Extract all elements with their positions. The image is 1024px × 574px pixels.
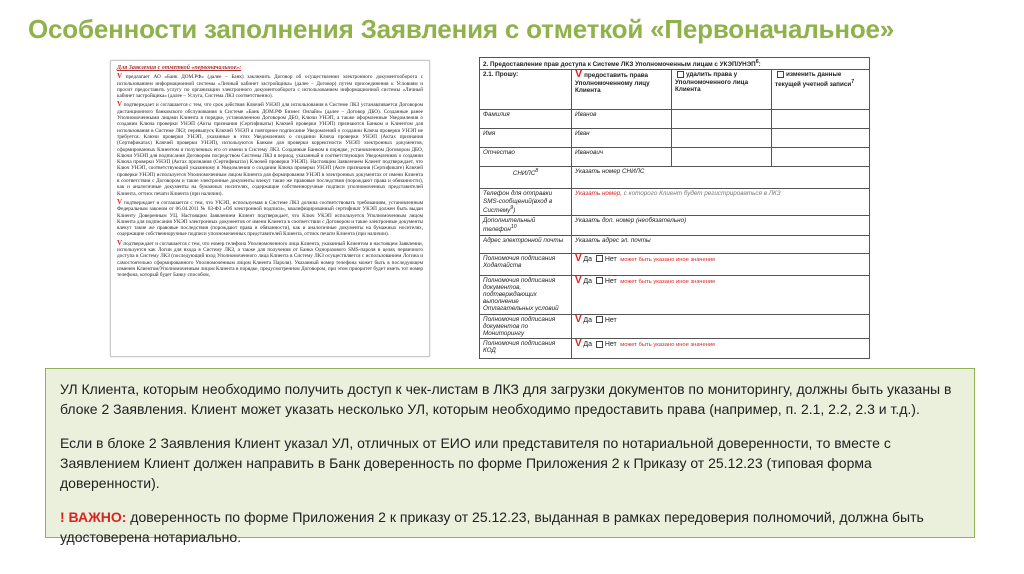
warning-text: доверенность по форме Приложения 2 к приказу от 25.12.23, выданная в рамках передоверия полномочий, должна быть удостоверена нотариально. <box>60 509 924 545</box>
info-warning <box>60 507 960 547</box>
empty-cell <box>672 148 772 167</box>
section-title-text: 2. Предоставление прав доступа к Системе ЛКЗ Уполномоченным лицам с УКЭП/УНЭП <box>483 61 756 69</box>
checkbox-icon <box>677 71 684 78</box>
field-label <box>480 216 572 236</box>
field-label <box>480 167 572 189</box>
label-text: Телефон для отправки SMS-сообщений(вход в Систему <box>483 190 553 214</box>
empty-cell <box>772 148 870 167</box>
paragraph-text: подтверждает и соглашается с тем, что срок действия Ключей УНЭП для использования в Системе ЛКЗ устанавливается Договором дистанционного банковского обслуживания в Системе «Банк ДОМ.РФ Бизнес Онлайн» (далее – Договор ДБО). Созданные ранее Уполномоченными лицами Клиента в порядке, установленном Договором ДБО, Ключи УНЭП, а также оформленные Уведомления о создании Ключа проверки УНЭП (Акты признания (Сертификаты) Ключей проверки УНЭП) признаются Банком и Клиентом для использования в Системе ЛКЗ; перевыпуск Ключей УНЭП и повторное подписание Уведомлений о создании Ключа проверки УНЭП не требуется. Ключи проверки УНЭП, указанные в этих Уведомлениях о создании Ключа проверки УНЭП (Актах признания (Сертификатах) Ключей проверки УНЭП), используются Банком для проверки корректности УНЭП электронных документов, сформированных Клиентом и полученных его от имени в Систему ЛКЗ. Созданные Банком в порядке, установленном Договором ДБО, Ключи УНЭП для подписания Договором посредством Системы ЛКЗ в период, указанный в соответствующих Уведомлениях о создании Ключа проверки УНЭП (Актах признания (Сертификатах) Ключей проверки УНЭП). Настоящим Заявлением Клиент подтверждает, что Ключ УНЭП, соответствующий указанному в Уведомлении о создании Ключа проверки УНЭП (Акте признания (Сертификате) Ключей проверки УНЭП) используется Уполномоченным лицом Клиента для формирования УНЭП в электронных документах от имени Клиента в соответствии с Договором и такие электронные документы влекут такие же правовые последствия (порождают права и обязанности), как и аналогичные документы на бумажных носителях, содержащие собственноручные подписи уполномоченных представителей Клиента, оттиск печати Клиента (при наличии). <box>117 102 424 197</box>
value-note: может быть указано иное значение <box>620 256 716 263</box>
check-mark: V <box>575 274 582 286</box>
field-label: Имя <box>480 129 572 148</box>
field-value[interactable]: Иван <box>572 129 672 148</box>
page-title: Особенности заполнения Заявления с отметкой «Первоначальное» <box>28 14 895 44</box>
footnote-mark: 7 <box>851 78 855 85</box>
yes-no-choice[interactable] <box>572 339 870 359</box>
field-label: Отчество <box>480 148 572 167</box>
field-value[interactable]: Иванов <box>572 110 672 129</box>
value-text: Указать номер, <box>575 190 622 198</box>
request-label: 2.1. Прошу: <box>480 70 572 110</box>
yes-no-choice[interactable] <box>572 275 870 314</box>
option-text: изменить данные текущей учетной записи <box>775 71 852 88</box>
form-table <box>479 57 870 359</box>
no-option[interactable]: Нет <box>604 255 617 263</box>
empty-cell <box>672 110 772 129</box>
document-paragraph <box>117 73 423 99</box>
checkbox-icon <box>596 316 603 323</box>
label-text: Дополнительный телефон <box>483 217 536 234</box>
application-document-scan <box>110 60 430 357</box>
footnote-mark: 10 <box>510 224 517 231</box>
yes-no-choice[interactable] <box>572 253 870 275</box>
checkbox-icon <box>596 255 603 262</box>
no-option[interactable]: Нет <box>604 341 617 349</box>
option-grant-rights[interactable] <box>572 70 672 110</box>
option-text: предоставить права Уполномоченному лицу Клиента <box>575 72 650 94</box>
check-mark: V <box>117 238 123 247</box>
field-value[interactable]: Указать номер СНИЛС <box>572 167 870 189</box>
field-value[interactable]: Указать адрес эл. почты <box>572 235 870 253</box>
warning-label: ! ВАЖНО: <box>60 509 127 525</box>
paragraph-text: предлагает АО «Банк ДОМ.РФ» (далее – Банк) заключить Договор об осуществлении электронного документооборота с использованием информационной системы «Личный кабинет застройщика» (далее – Договор) путем присоединения к Условиям и просит предоставить услугу по организации электронного документооборота с использованием информационной системы «Личный кабинет застройщика» (далее – Услуга, Система ЛКЗ соответственно). <box>117 74 423 100</box>
no-option[interactable]: Нет <box>604 277 617 285</box>
footnote-mark: 6 <box>755 59 759 65</box>
check-mark: V <box>575 338 582 350</box>
paragraph-text: подтверждает и соглашается с тем, что номер телефона Уполномоченного лица Клиента, указанный Клиентом в настоящем Заявлении, используется как Логин для входа в Систему ЛКЗ, а также для получения от Банка Одноразового SMS-пароля в целях первичного доступа в Систему ЛКЗ (последующий вход Уполномоченного лица Клиента в Систему ЛКЗ осуществляется с использованием Логина и самостоятельно сформированного Уполномоченным лицом Клиента Пароля). Указанный номер телефона может быть в последующем изменен Клиентом/Уполномоченным лицом Клиента в порядке, предусмотренном Договором, при этом приоритет будет иметь тот номер телефона, который будет Банку способом, <box>117 240 424 279</box>
document-paragraph <box>117 240 423 279</box>
checkbox-icon <box>596 277 603 284</box>
yes-option[interactable]: Да <box>583 255 593 263</box>
field-label: Полномочия подписания документов, подтверждающих выполнение Отлагательных условий <box>480 275 572 314</box>
checkbox-icon <box>596 341 603 348</box>
yes-no-choice[interactable] <box>572 314 870 339</box>
info-paragraph: Если в блоке 2 Заявления Клиент указал УЛ, отличных от ЕИО или представителя по нотариальной доверенности, то вместе с Заявлением Клиент должен направить в Банк доверенность по форме Приложения 2 к Приказу от 25.12.23 (типовая форма доверенности). <box>60 435 891 491</box>
document-heading: Для Заявления с отметкой «первоначальное»: <box>117 65 242 71</box>
option-remove-rights[interactable] <box>672 70 772 110</box>
field-value[interactable] <box>572 189 870 216</box>
field-value[interactable]: Указать доп. номер (необязательно) <box>572 216 870 236</box>
field-label: Полномочия подписания Ходатайств <box>480 253 572 275</box>
empty-cell <box>772 110 870 129</box>
document-paragraph <box>117 101 423 196</box>
document-paragraph <box>117 199 423 238</box>
footnote-mark: 8 <box>535 168 539 175</box>
footnote-mark: 9 <box>510 204 514 211</box>
access-rights-form <box>479 57 879 357</box>
checkbox-icon <box>777 71 784 78</box>
field-label: Адрес электронной почты <box>480 235 572 253</box>
check-mark: V <box>117 197 123 206</box>
label-text: СНИЛС <box>512 170 536 178</box>
empty-cell <box>672 129 772 148</box>
no-option[interactable]: Нет <box>604 316 617 324</box>
field-label: Полномочия подписания КОД <box>480 339 572 359</box>
field-label: Телефон для отправки SMS-сообщений(вход в Систему$^9$) <box>480 189 572 216</box>
yes-option[interactable]: Да <box>583 341 593 349</box>
info-box <box>45 368 975 545</box>
yes-option[interactable]: Да <box>583 277 593 285</box>
value-note: может быть указано иное значение <box>620 278 716 285</box>
value-note: с которого Клиент будет регистрироваться в ЛКЗ <box>623 190 781 198</box>
empty-cell <box>772 129 870 148</box>
section-title: 2. Предоставление прав доступа к Системе ЛКЗ Уполномоченным лицам с УКЭП/УНЭП$^6$: <box>480 58 870 70</box>
check-mark: V <box>575 252 582 264</box>
check-mark: V <box>117 72 123 81</box>
option-text: удалить права у Уполномоченного лица Клиента <box>675 71 749 93</box>
paragraph-text: подтверждает и соглашается с тем, что УКЭП, используемая в Системе ЛКЗ должна соответствовать требованиям, установленным Федеральным законом от 06.04.2011 № 63-ФЗ «Об электронной подписи», квалифицированный сертификат УКЭП должен быть выдан Клиенту Доверенным УЦ. Настоящим Заявлением Клиент подтверждает, что Ключ УКЭП используется Уполномоченным лицом Клиента для подписания УКЭП электронных документов от имени Клиента в соответствии с Договором и такие электронные документы влекут такие же правовые последствия (порождают права и обязанности), как и аналогичные документы на бумажных носителях, содержащие собственноручные подписи уполномоченных представителей Клиента, оттиск печати Клиента (при наличии). <box>117 199 423 238</box>
check-mark: V <box>575 313 582 325</box>
field-label: Полномочия подписания документов по Мониторингу <box>480 314 572 339</box>
check-mark: V <box>117 100 123 109</box>
value-note: может быть указано иное значение <box>620 342 716 349</box>
info-paragraph: УЛ Клиента, которым необходимо получить доступ к чек-листам в ЛКЗ для загрузки документов по мониторингу, должны быть указаны в блоке 2 Заявления. Клиент может указать несколько УЛ, которым необходимо предоставить права (например, п. 2.1, 2.2, 2.3 и т.д.). <box>60 381 952 417</box>
option-change-account[interactable] <box>772 70 870 110</box>
yes-option[interactable]: Да <box>583 316 593 324</box>
field-value[interactable]: Иванович <box>572 148 672 167</box>
check-mark: V <box>575 68 583 81</box>
field-label: Фамилия <box>480 110 572 129</box>
